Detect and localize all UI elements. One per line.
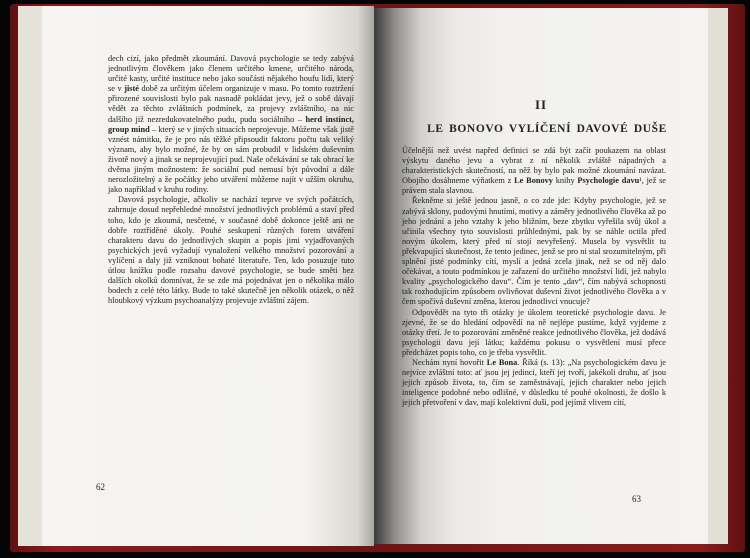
right-page-text (402, 146, 666, 408)
paragraph (108, 54, 354, 195)
text-run: . Říká (s. 13): „Na psychologickém davu je nejvíce zvláštní toto: ať jsou jej jedinci, kteří jej tvoří, jakékoli druhu, ať jsou jejich způsob života, to, čím se zaměstnávají, jejich charakter nebo jejich inteligence podobné nebo odlišné, v důsledku té pouhé okolnosti, že došlo k jejich přetvoření v dav, mají kolektivní duši, pod jejímž vlivem cítí, (402, 357, 666, 408)
right-page (374, 8, 708, 544)
text-run: dech cizí, jako předmět zkoumání. Davová psychologie se tedy zabývá jednotlivým člověkem jako členem určitého kmene, určitého národa, určité kasty, určité instituce nebo jako součásti nějakého houfu lidí, který se v (108, 54, 354, 94)
page-edges-left (18, 6, 44, 546)
right-page-number: 63 (632, 494, 641, 504)
paragraph (402, 196, 666, 307)
paragraph (108, 195, 354, 306)
paragraph (402, 358, 666, 408)
text-run: Odpovědět na tyto tři otázky je úkolem teoretické psychologie davu. Je zjevné, že se do hledání odpovědí na ně nejlépe pustíme, když vyjdeme z otázky třetí. Je to pozorování změněné reakce jednotlivého člověka, jež dodává psychologii davu její látku; každému pokusu o vysvětlení musí přece předcházet popis toho, co je třeba vysvětlit. (402, 307, 666, 357)
text-run: ¹, jež se právem stala slavnou. (402, 176, 666, 196)
text-run: Nechám nyní hovořit (412, 357, 487, 367)
bold-text: Psychologie davu (577, 176, 640, 186)
chapter-title: LE BONOVO VYLÍČENÍ DAVOVÉ DUŠE (427, 123, 667, 135)
text-run: Davová psychologie, ačkoliv se nachází teprve ve svých počátcích, zahrnuje dosud nepřehledné množství jednotlivých problémů a staví před toho, kdo je zkoumá, nesčetné, v současné době dokonce ještě ani ne dobře roztříděné úkoly. Pouhé seskupení různých forem utváření charakteru davu do jednotlivých skupin a popis jimi vyjadřovaných psychických jevů vyžadují vynaložení velkého množství pozorování a vylíčení a daly již vzniknout bohaté literatuře. Ten, kdo posuzuje tuto útlou knížku podle rozsahu davové psychologie, se bude směti bez dalších okolků domnívat, že se zde má pojednávat jen o několika málo bodech z celé této látky. Bude to také skutečně jen několik otázek, o něž hloubkový výzkum psychoanalýzy projevuje zvláštní zájem. (108, 195, 354, 306)
text-run: – který se v jiných situacích neprojevuje. Můžeme však jistě vznést námitku, že je pro nás těžké připsoudit faktoru počtu tak veliký význam, aby bylo možné, že by on sám probudil v lidském duševním životě nový a jinak se neprojevující pud. Naše očekávání se tak obrací ke dvěma jiným možnostem: že sociální pud nemusí být původní a dále nerozložitelný a že počátky jeho utváření můžeme najít v užším okruhu, jako například v kruhu rodiny. (108, 124, 354, 195)
left-page-text (108, 54, 354, 306)
text-run: knihy (552, 176, 578, 186)
bold-text: Le Bonovy (514, 176, 553, 186)
paragraph (402, 308, 666, 358)
chapter-number: II (534, 97, 548, 112)
left-page-number: 62 (96, 482, 105, 492)
bold-text: Le Bona (486, 357, 518, 367)
paragraph (402, 146, 666, 196)
bold-text: jisté (124, 84, 139, 94)
text-run: Účelnější než uvést napřed definici se zdá být začít poukazem na oblast výskytu daného jevu a vybrat z ní několik zvláště nápadných a charakteristických skutečností, na něž by bylo pak možné zkoumání navázat. Obojího dosáhneme výňatkem z (402, 146, 666, 186)
bold-text: herd instinct, group mind (108, 114, 354, 134)
text-run: době za určitým účelem organizuje v masu. Po tomto roztržení přirozené souvislosti bylo pak nasnadě pokládat jevy, jež o sobě dávají vědět za těchto zvláštních podmínek, za projevy zvláštního, na nic dalšího již nezredukovatelného pudu, pudu sociálního – (108, 84, 354, 124)
text-run: Řekněme si ještě jednou jasně, o co zde jde: Kdyby psychologie, jež se zabývá sklony, pudovými hnutími, motivy a záměry jednotlivého člověka až po jeho jednání a jeho vztahy k jeho bližním, beze zbytku vyřešila svůj úkol a učinila všechny tyto souvislosti průhlednými, pak by se náhle octila před novým úkolem, který před ní stojí nevyřešený. Musela by vysvětlit tu překvapující skutečnost, že tento jedinec, jenž se pro ni stal srozumitelným, při splnění jisté podmínky cítí, myslí a jedná zcela jinak, než se od něj dalo očekávat, a touto podmínkou je zařazení do určitého množství lidí, jež nabylo kvality „psychologického davu“. Čím je tento „dav“, čím nabývá schopnosti tak rozhodujícím způsobem ovlivňovat duševní život jednotlivého člověka a v čem spočívá duševní změna, kterou jednotlivci vnucuje? (402, 196, 666, 307)
left-page (42, 6, 374, 546)
